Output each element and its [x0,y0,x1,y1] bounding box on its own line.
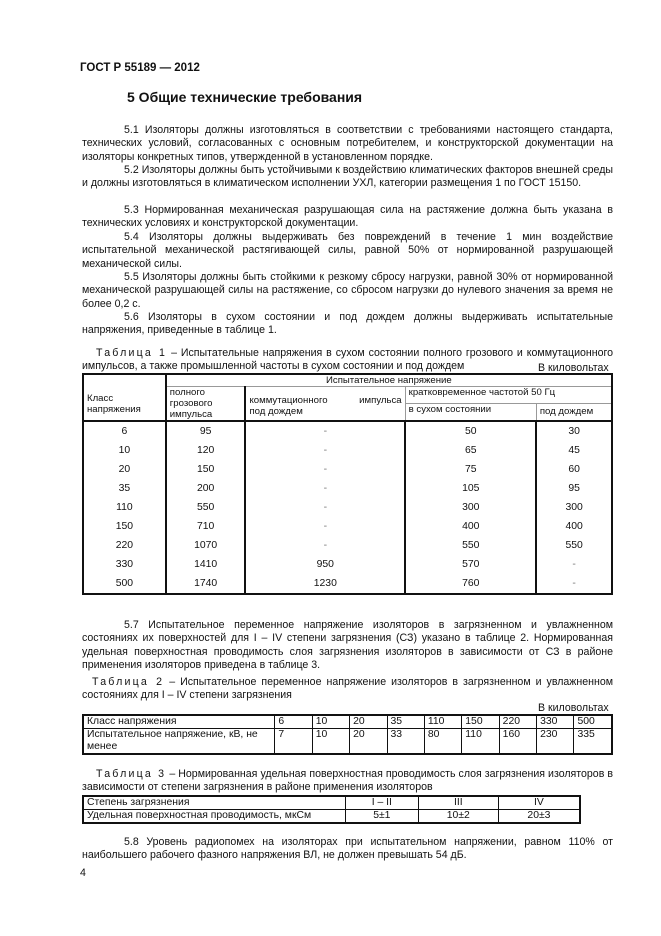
table1-cell-cls: 6 [83,421,166,441]
table1-cell-rain: 400 [536,517,612,536]
table1-cell-dry: 550 [405,536,536,555]
page-number: 4 [80,867,86,879]
paragraph-text: 5.2 Изоляторы должны быть устойчивыми к воздействию климатических факторов внешней среды и должны изготовляться в климатическом исполнении УХЛ, категории размещения 1 по ГОСТ 15150. [82,164,613,190]
table1-cell-switching: 950 [245,555,405,574]
table1-units: В киловольтах [538,362,609,374]
row-label-voltage: Испытательное напряжение, кВ, не менее [83,729,275,755]
table1-cell-dry: 105 [405,479,536,498]
table2-class-cell: 220 [499,715,536,729]
table1-row [83,479,612,498]
table1-cell-lightning: 150 [166,460,246,479]
paragraph-text: 5.3 Нормированная механическая разрушающая сила на растяжение должна быть указана в технических условиях и конструкторской документации. [82,204,613,230]
table1-row [83,421,612,441]
table2-voltage-cell: 33 [387,729,424,755]
table1-cell-lightning: 1410 [166,555,246,574]
table1-cell-cls: 330 [83,555,166,574]
table1-cell-switching: - [245,479,405,498]
table2-class-cell: 110 [424,715,461,729]
table2-caption [82,676,613,703]
table2-voltage-cell: 7 [275,729,312,755]
paragraph-5-6 [82,311,613,338]
table3-caption [82,768,613,795]
table2-voltage-cell: 160 [499,729,536,755]
table2 [82,714,613,755]
header-short-term: кратковременное частотой 50 Гц [405,387,612,404]
table1-cell-lightning: 710 [166,517,246,536]
table1-cell-dry: 570 [405,555,536,574]
table1-cell-dry: 300 [405,498,536,517]
table1-cell-switching: - [245,517,405,536]
table1-cell-lightning: 120 [166,441,246,460]
table2-voltage-cell: 80 [424,729,461,755]
table2-caption-lead: Таблица 2 [92,676,165,688]
table1-cell-lightning: 95 [166,421,246,441]
paragraph-5-1 [82,124,613,164]
table2-class-cell: 6 [275,715,312,729]
table1-cell-switching: - [245,536,405,555]
table1-row [83,517,612,536]
table2-class-cell: 500 [574,715,612,729]
table1-cell-cls: 10 [83,441,166,460]
header-class: Класс напряжения [83,374,166,421]
table1-cell-dry: 760 [405,574,536,594]
table1-row [83,555,612,574]
table1-cell-switching: - [245,498,405,517]
header-rain: под дождем [536,403,612,421]
table3-caption-lead: Таблица 3 [96,768,167,780]
table2-voltage-cell: 335 [574,729,612,755]
table1-cell-cls: 150 [83,517,166,536]
table1-cell-rain: 550 [536,536,612,555]
table2-class-cell: 330 [537,715,574,729]
paragraph-text: 5.6 Изоляторы в сухом состоянии и под дождем должны выдерживать испытательные напряжения, приведенные в таблице 1. [82,311,613,337]
table1-cell-dry: 50 [405,421,536,441]
table2-class-cell: 20 [350,715,387,729]
table1-row [83,498,612,517]
table1-cell-cls: 35 [83,479,166,498]
table1-caption [82,347,613,374]
table1-cell-cls: 500 [83,574,166,594]
table1-cell-switching: 1230 [245,574,405,594]
table3-degree-cell: III [418,796,498,810]
table1-row [83,536,612,555]
table1-row [83,574,612,594]
table3-degree-cell: I – II [346,796,419,810]
paragraph-text: 5.5 Изоляторы должны быть стойкими к резкому сбросу нагрузки, равной 30% от нормированной механической разрушающей силы на растяжение, со сбросом нагрузки до нулевого значения за время не более 0,2 с. [82,271,613,310]
header-lightning: полного грозового импульса [166,387,246,422]
table1-cell-switching: - [245,441,405,460]
row-label-class: Класс напряжения [83,715,275,729]
paragraph-text: 5.1 Изоляторы должны изготовляться в соответствии с требованиями настоящего стандарта, технических условий, согласованных с основным потребителем, и конструкторской документации на изоляторы конкретных типов, утвержденной в установленном порядке. [82,124,613,163]
header-switching [245,387,405,422]
table2-caption-text: – Испытательное переменное напряжение изоляторов в загрязненном и увлажненном состояниях для I – IV степени загрязнения [82,676,613,702]
header-test-voltage: Испытательное напряжение [166,374,612,387]
header-switching-a: коммутационного [249,395,328,406]
table1-cell-lightning: 1070 [166,536,246,555]
table3 [82,795,581,824]
table1-row [83,441,612,460]
table2-voltage-cell: 20 [350,729,387,755]
section-title: 5 Общие технические требования [127,89,363,105]
table2-voltage-cell: 10 [312,729,349,755]
table1-cell-dry: 75 [405,460,536,479]
paragraph-5-8 [82,836,613,863]
table1-cell-dry: 400 [405,517,536,536]
table1 [82,373,613,595]
table3-value-cell: 5±1 [346,810,419,824]
table2-class-cell: 35 [387,715,424,729]
row-label-degree: Степень загрязнения [83,796,346,810]
table1-cell-rain: - [536,555,612,574]
table2-units: В киловольтах [538,702,609,714]
table1-cell-lightning: 550 [166,498,246,517]
table1-cell-switching: - [245,421,405,441]
paragraph-5-7 [82,619,613,673]
table1-cell-rain: 60 [536,460,612,479]
table3-value-cell: 10±2 [418,810,498,824]
paragraph-5-5 [82,271,613,311]
table1-cell-cls: 20 [83,460,166,479]
paragraph-text: 5.7 Испытательное переменное напряжение изоляторов в загрязненном и увлажненном состояниях их поверхностей для I – IV степени загрязнения (СЗ) указано в таблице 2. Нормированная удельная поверхностная проводимость слоя загрязнения изоляторов в зависимости от СЗ в районе применения изоляторов приведена в таблице 3. [82,619,613,672]
table1-cell-lightning: 200 [166,479,246,498]
table1-cell-cls: 220 [83,536,166,555]
paragraph-5-4 [82,231,613,271]
header-switching-b: импульса [359,395,402,406]
table3-caption-text: – Нормированная удельная поверхностная проводимость слоя загрязнения изоляторов в зависимости от степени загрязнения в районе применения изоляторов [82,768,614,794]
table1-cell-rain: 95 [536,479,612,498]
paragraph-5-2 [82,164,613,191]
table2-voltage-cell: 230 [537,729,574,755]
table1-cell-lightning: 1740 [166,574,246,594]
header-switching-c: под дождем [249,406,303,417]
table3-degree-cell: IV [498,796,580,810]
table1-cell-switching: - [245,460,405,479]
table3-value-cell: 20±3 [498,810,580,824]
table1-cell-rain: 45 [536,441,612,460]
table1-cell-rain: 300 [536,498,612,517]
table2-voltage-cell: 110 [462,729,499,755]
table1-cell-cls: 110 [83,498,166,517]
paragraph-text: 5.8 Уровень радиопомех на изоляторах при испытательном напряжении, равном 110% от наибольшего рабочего фазного напряжения ВЛ, не должен превышать 54 дБ. [82,836,613,862]
table1-caption-text: – Испытательные напряжения в сухом состоянии полного грозового и коммутационного импульсов, а также промышленной частоты в сухом состоянии и под дождем [82,347,614,373]
table1-cell-rain: - [536,574,612,594]
paragraph-text: 5.4 Изоляторы должны выдерживать без повреждений в течение 1 мин воздействие испытательной механической растягивающей силы, равной 50% от нормированной разрушающей механической силы. [82,231,613,270]
header-dry: в сухом состоянии [405,403,536,421]
table2-class-cell: 150 [462,715,499,729]
table2-class-cell: 10 [312,715,349,729]
table1-cell-rain: 30 [536,421,612,441]
row-label-conductivity: Удельная поверхностная проводимость, мкСм [83,810,346,824]
table1-caption-lead: Таблица 1 [96,347,168,359]
paragraph-5-3 [82,204,613,231]
table1-row [83,460,612,479]
table1-cell-dry: 65 [405,441,536,460]
document-code: ГОСТ Р 55189 — 2012 [80,62,200,74]
